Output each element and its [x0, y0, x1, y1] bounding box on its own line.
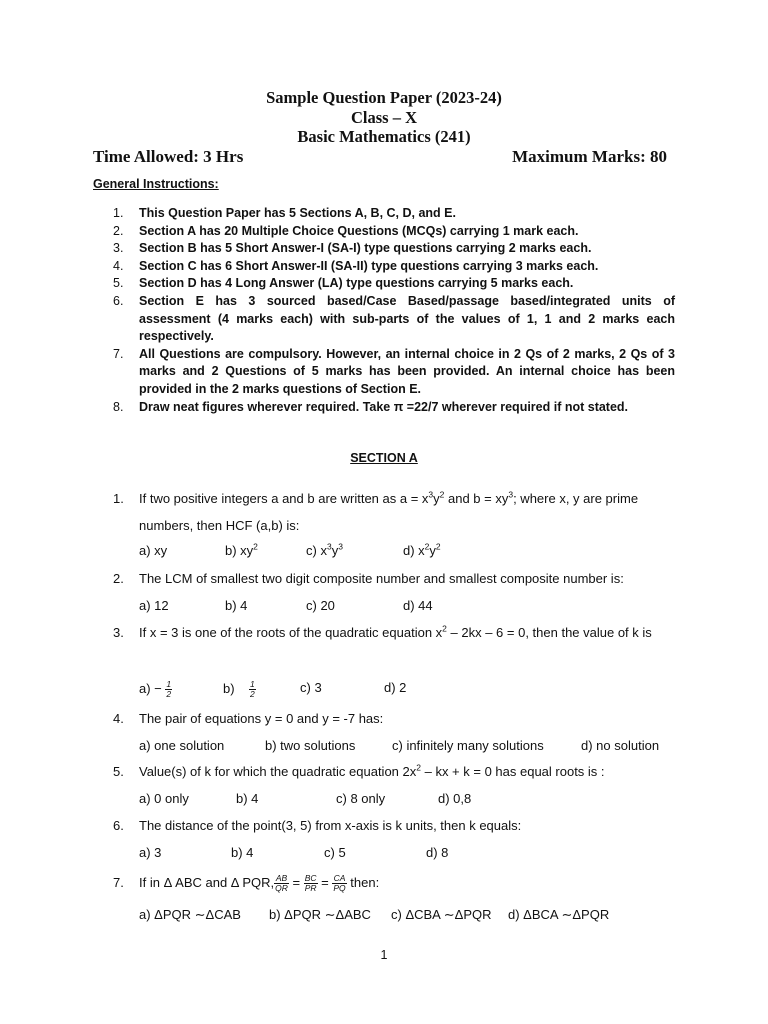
- fraction-numerator: CA: [333, 873, 346, 884]
- instruction-number: 7.: [113, 346, 124, 361]
- q3-superscript: 2: [442, 623, 447, 634]
- time-allowed: Time Allowed: 3 Hrs: [93, 147, 244, 166]
- question-3: [113, 620, 675, 647]
- instruction-number: 8.: [113, 399, 124, 414]
- q1-text-part: and b = xy: [444, 491, 509, 506]
- instruction-text: Draw neat figures wherever required. Take π =22/7 wherever required if not stated.: [139, 399, 629, 414]
- paper-title: Sample Question Paper (2023-24): [266, 88, 502, 107]
- question-4: [113, 706, 675, 733]
- fraction: [249, 680, 256, 699]
- question-text: [113, 486, 675, 539]
- instruction-number: 3.: [113, 241, 124, 256]
- q7-text-part: then:: [346, 875, 380, 890]
- instruction-text: Section D has 4 Long Answer (LA) type questions carrying 5 marks each.: [139, 276, 574, 291]
- option-c-text: y: [331, 543, 339, 558]
- instruction-text: All Questions are compulsory. However, an internal choice in 2 Qs of 2 marks, 2 Qs of 3 marks and 2 Questions of 5 marks has been provided. An internal choice has been provided in the 2 marks questions of Section E.: [139, 346, 675, 396]
- option-c-text: c) x: [306, 543, 327, 558]
- option-b: [225, 543, 258, 558]
- q3-text-part: If x = 3 is one of the roots of the quadratic equation x: [139, 625, 443, 640]
- maximum-marks: Maximum Marks: 80: [512, 147, 667, 166]
- question-6: [113, 813, 675, 840]
- fraction: [332, 874, 346, 893]
- option-d: d) ΔBCA ∼ΔPQR: [508, 907, 610, 922]
- q5-superscript: 2: [416, 762, 421, 773]
- question-2: [113, 566, 675, 593]
- instruction-item: [113, 223, 675, 241]
- option-d: d) 0,8: [438, 791, 472, 806]
- instruction-item: [113, 399, 675, 417]
- meta-row: [93, 147, 667, 167]
- q1-superscript: 3: [508, 489, 514, 500]
- paper-header: [0, 88, 768, 147]
- instruction-number: 4.: [113, 258, 124, 273]
- option-c-sup: 3: [326, 541, 332, 552]
- option-a: a) 3: [139, 845, 162, 860]
- q5-text-part: Value(s) of k for which the quadratic equation 2x: [139, 764, 417, 779]
- option-d-sup: 2: [435, 541, 441, 552]
- option-a: a) 12: [139, 598, 169, 613]
- fraction-denominator: QR: [275, 883, 288, 894]
- fraction: [165, 680, 172, 699]
- option-c: c) infinitely many solutions: [392, 738, 544, 753]
- instruction-item: [113, 275, 675, 293]
- fraction-denominator: 2: [250, 689, 255, 699]
- instruction-text: Section A has 20 Multiple Choice Questions (MCQs) carrying 1 mark each.: [139, 223, 579, 238]
- instruction-text: This Question Paper has 5 Sections A, B, C, D, and E.: [139, 206, 456, 220]
- option-d: [403, 543, 441, 558]
- instruction-item: [113, 205, 675, 223]
- instruction-number: 2.: [113, 223, 124, 238]
- question-text: [113, 620, 675, 647]
- instruction-number: 6.: [113, 293, 124, 308]
- option-d-text: d) x: [403, 543, 425, 558]
- option-b: [223, 680, 256, 699]
- question-5: [113, 759, 675, 786]
- option-a: a) xy: [139, 543, 168, 558]
- option-c: c) 8 only: [336, 791, 386, 806]
- option-d: d) no solution: [581, 738, 660, 753]
- q7-text-part: If in Δ ABC and Δ PQR,: [139, 875, 275, 890]
- option-b-sup: 2: [253, 541, 258, 552]
- option-a: [139, 680, 172, 699]
- option-c: c) 5: [324, 845, 346, 860]
- q1-superscript: 2: [439, 489, 445, 500]
- option-a-text: a) −: [139, 680, 162, 696]
- option-b-text: b) xy: [225, 543, 254, 558]
- fraction-numerator: AB: [275, 873, 288, 884]
- q5-text-part: – kx + k = 0 has equal roots is :: [420, 764, 605, 779]
- instruction-item: [113, 293, 675, 346]
- option-c: c) 3: [300, 680, 322, 695]
- option-a: a) ΔPQR ∼ΔCAB: [139, 907, 241, 922]
- equals-sign: =: [317, 875, 333, 890]
- question-number: 6.: [113, 818, 124, 833]
- instruction-item: [113, 258, 675, 276]
- fraction: [274, 874, 289, 893]
- instruction-text: Section E has 3 sourced based/Case Based/passage based/integrated units of assessment (4 marks each) with sub-parts of the values of 1, 1 and 2 marks each respectively.: [139, 293, 675, 344]
- instruction-text: Section B has 5 Short Answer-I (SA-I) type questions carrying 2 marks each.: [139, 241, 592, 256]
- option-b: b) 4: [225, 598, 248, 613]
- question-text: [113, 759, 675, 786]
- option-d: d) 8: [426, 845, 449, 860]
- fraction: [304, 874, 318, 893]
- option-c: c) ΔCBA ∼ΔPQR: [391, 907, 492, 922]
- fraction-numerator: BC: [304, 873, 317, 884]
- option-b: b) two solutions: [265, 738, 356, 753]
- instruction-number: 1.: [113, 206, 124, 220]
- question-number: 7.: [113, 875, 124, 890]
- q3-text-part: – 2kx – 6 = 0, then the value of k is: [446, 625, 652, 640]
- option-d: d) 2: [384, 680, 407, 695]
- q1-text-part: ; where x, y are prime numbers, then HCF (a,b) is:: [139, 491, 639, 533]
- fraction-denominator: PQ: [333, 883, 346, 894]
- option-c: c) 20: [306, 598, 335, 613]
- q1-text-part: If two positive integers a and b are written as a = x: [139, 491, 429, 506]
- general-instructions-heading: General Instructions:: [93, 177, 219, 191]
- option-b-text: b): [223, 680, 235, 696]
- instructions-list: [113, 205, 675, 416]
- option-c: [306, 543, 343, 558]
- question-text: The distance of the point(3, 5) from x-axis is k units, then k equals:: [139, 818, 522, 833]
- fraction-numerator: 1: [250, 679, 255, 689]
- option-d: d) 44: [403, 598, 433, 613]
- option-b: b) ΔPQR ∼ΔABC: [269, 907, 371, 922]
- option-d-text: y: [429, 543, 436, 558]
- option-c-sup: 3: [338, 541, 343, 552]
- fraction-denominator: PR: [304, 883, 317, 894]
- q1-text-part: y: [433, 491, 440, 506]
- question-number: 1.: [113, 491, 124, 506]
- option-a: a) one solution: [139, 738, 225, 753]
- subject-label: Basic Mathematics (241): [297, 127, 471, 146]
- section-a-title: SECTION A: [350, 451, 418, 465]
- class-label: Class – X: [350, 107, 417, 127]
- fraction-denominator: 2: [166, 689, 172, 699]
- fraction-numerator: 1: [166, 679, 172, 689]
- page-number: 1: [380, 948, 388, 962]
- question-text: The pair of equations y = 0 and y = -7 has:: [139, 711, 384, 726]
- question-text: [113, 870, 675, 897]
- question-text: The LCM of smallest two digit composite number and smallest composite number is:: [139, 571, 624, 586]
- equals-sign: =: [288, 875, 304, 890]
- option-b: b) 4: [236, 791, 259, 806]
- question-number: 2.: [113, 571, 124, 586]
- option-b: b) 4: [231, 845, 254, 860]
- instruction-text: Section C has 6 Short Answer-II (SA-II) type questions carrying 3 marks each.: [139, 258, 599, 273]
- instruction-item: [113, 346, 675, 399]
- question-number: 3.: [113, 625, 124, 640]
- instruction-item: [113, 240, 675, 258]
- question-7: [113, 870, 675, 897]
- option-d-sup: 2: [424, 541, 430, 552]
- option-a: a) 0 only: [139, 791, 189, 806]
- q1-superscript: 3: [428, 489, 434, 500]
- question-1: [113, 486, 675, 539]
- question-number: 4.: [113, 711, 124, 726]
- instruction-number: 5.: [113, 276, 124, 291]
- question-number: 5.: [113, 764, 124, 779]
